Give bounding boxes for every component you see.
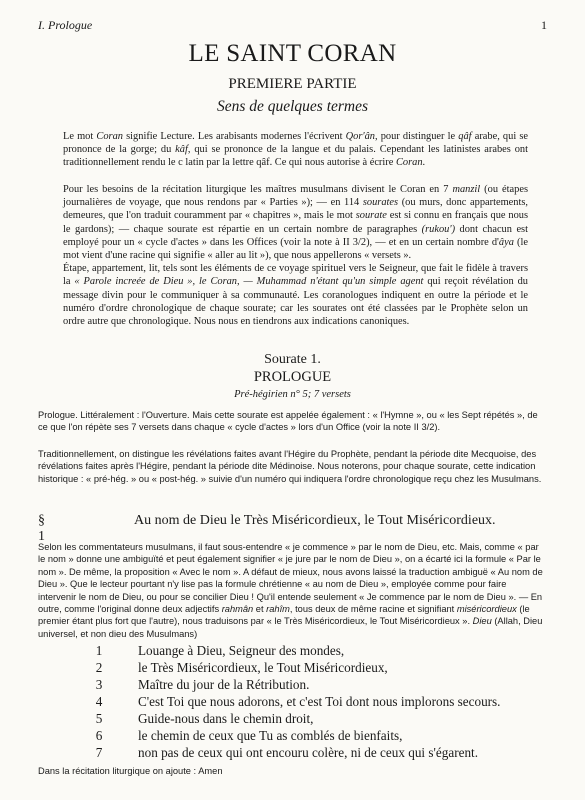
text-run: (ou murs, donc appartements, demeures, que l'on traduit couramment par « chapitres », mais le mot [63, 197, 528, 222]
verse-text: le chemin de ceux que Tu as comblés de bienfaits, [138, 728, 403, 743]
text-run: (ou étapes journalières de voyage, que nous rendons par « Parties »); — en 114 [63, 184, 528, 209]
verse-number: 1 [95, 643, 103, 658]
verse-text: le Très Miséricordieux, le Tout Miséricordieux, [138, 660, 388, 675]
text-run: , pour distinguer le [375, 131, 459, 142]
verse [0, 643, 585, 660]
text-run: (Allah, Dieu universel, et non dieu des Musulmans) [38, 616, 543, 639]
commentary [38, 541, 543, 640]
verse-text: Maître du jour de la Rétribution. [138, 677, 310, 692]
text-run: Prologue. Littéralement : l'Ouverture. Mais cette sourate est appelée également : « l'Hymne », ou « les Sept répétés », de ce que l'on répète ses 7 versets dans chaque « cycle d'actes » lors d'un Office (voir la note II 3/2). [38, 410, 538, 433]
text-run: Pour les besoins de la récitation liturgique les maîtres musulmans divisent le Coran en 7 [63, 184, 453, 195]
text-run: arabe, qui se prononce de la gorge; du [63, 131, 529, 156]
italic-run: manzil [452, 184, 481, 195]
verse [0, 660, 585, 677]
italic-run: qâf [458, 131, 472, 142]
verse [0, 694, 585, 711]
verse-number: 3 [95, 677, 103, 692]
verse [0, 728, 585, 745]
part-heading: PREMIERE PARTIE [228, 76, 357, 92]
italic-run: Dieu [472, 616, 492, 627]
italic-run: sourate [355, 210, 387, 222]
closing-note: Dans la récitation liturgique on ajoute : Amen [38, 766, 223, 776]
text-run: (le premier étant plus fort que l'autre), nous traduisons par « le Très Miséricordieux, le Tout Miséricordieux ». [38, 604, 530, 627]
italic-run: « Parole increée de Dieu », le Coran, — Muhammad n'étant qu'un simple agent [74, 276, 424, 288]
italic-run: Qor'ân [345, 131, 375, 142]
verse-number: 5 [95, 711, 103, 726]
text-run: , qui se prononce de la langue et du palais. Cependant les latinistes arabes ont traditionnellement rendu le c latin par la lettre qâf. Ce qui nous autorise à écrire [63, 144, 528, 169]
paragraph-number: § 1 [38, 513, 45, 544]
running-header [38, 18, 547, 34]
intro-paragraph [63, 183, 528, 328]
sourate-title: PROLOGUE [253, 369, 332, 385]
text-run: . [422, 157, 426, 169]
verse [0, 711, 585, 728]
italic-run: Coran [395, 157, 423, 169]
sourate-number: Sourate 1. [264, 352, 321, 367]
text-run: signifie Lecture. Les arabisants modernes l'écrivent [122, 131, 346, 142]
italic-run: rahmân [221, 604, 254, 615]
basmala-text: Au nom de Dieu le Très Miséricordieux, le Tout Miséricordieux. [134, 513, 496, 528]
text-run: et [253, 604, 267, 615]
text-run: qui reçoit révélation du message divin pour le communiquer à sa communauté. Les coranologues indiquent en outre la période et le numéro d'ordre chronologique de chaque sourate; car les sourates ont été classées par le Prophète selon un ordre autre que chronologique. Nous nous en tiendrons aux indications canoniques. [63, 276, 528, 328]
italic-run: (rukou') [421, 223, 456, 235]
italic-run: miséricordieux [456, 604, 517, 615]
footnote [38, 448, 543, 485]
text-run: Étape, appartement, lit, tels sont les éléments de ce voyage spirituel vers le Seigneur, que fait le fidèle à travers la [63, 263, 528, 288]
verse-number: 2 [95, 660, 103, 675]
verse-text: C'est Toi que nous adorons, et c'est Toi dont nous implorons secours. [138, 694, 501, 709]
italic-run: rahîm [266, 604, 290, 615]
verse [0, 745, 585, 762]
text-run: dont chacun est employé pour un « cycle d'actes » dans les Offices (voir la note à II 3/2), — et en un certain nombre d' [63, 223, 528, 248]
verse-number: 4 [95, 694, 103, 709]
verse-number: 6 [95, 728, 103, 743]
italic-run: Coran [96, 131, 123, 142]
section-subtitle: Sens de quelques termes [216, 98, 369, 115]
text-run: est si connu en français que nous le gardons); — chaque sourate est répartie en un certain nombre de paragraphes [63, 210, 529, 235]
chapter-label: I. Prologue [38, 18, 93, 32]
italic-run: kâf [175, 144, 188, 156]
verse [0, 677, 585, 694]
italic-run: âya [498, 236, 514, 248]
text-run: Le mot [63, 131, 97, 142]
verse-text: Louange à Dieu, Seigneur des mondes, [138, 643, 345, 658]
book-title: LE SAINT CORAN [188, 40, 397, 67]
verse-text: non pas de ceux qui ont encouru colère, ni de ceux qui s'égarent. [138, 745, 479, 760]
intro-paragraph [63, 130, 528, 170]
text-run: , tous deux de même racine et signifiant [289, 604, 457, 615]
page-number: 1 [541, 18, 547, 32]
sourate-meta: Pré-hégirien n° 5; 7 versets [234, 389, 351, 400]
text-run: (le mot vient d'une racine qui signifie « aller au lit »), que nous appellerons « versets ». [63, 236, 528, 262]
italic-run: sourates [362, 197, 399, 209]
verse-number: 7 [95, 745, 103, 760]
text-run: Traditionnellement, on distingue les révélations faites avant l'Hégire du Prophète, pendant la période dite Mecquoise, des révélations faites après l'Hégire, pendant la période dite Médinoise. Nous noterons, pour chaque sourate, cette indication historique : « pré-hég. » ou « post-hég. » suivie d'un numéro qui indiquera l'ordre chronologique reçu chez les Musulmans. [38, 449, 542, 484]
footnote [38, 409, 543, 434]
text-run: Selon les commentateurs musulmans, il faut sous-entendre « je commence » par le nom de Dieu, etc. Mais, comme « par le nom » donne une ambiguïté et peut également signifier « je jure par le nom de Dieu », on a écarté ici la formule « Par le nom ». De même, la proposition « Avec le nom ». A défaut de mieux, nous avons laissé la traduction ambiguë « Au nom de Dieu ». Que le lecteur pourtant n'y lise pas la formule chrétienne « au nom de Dieu », employée comme pour faire intervenir le nom de Dieu, ou pour se concilier Dieu ! Qu'il entende seulement « Je commence par le nom de Dieu ». — En outre, comme l'original donne deux adjectifs [38, 542, 543, 615]
verse-text: Guide-nous dans le chemin droit, [138, 711, 314, 726]
